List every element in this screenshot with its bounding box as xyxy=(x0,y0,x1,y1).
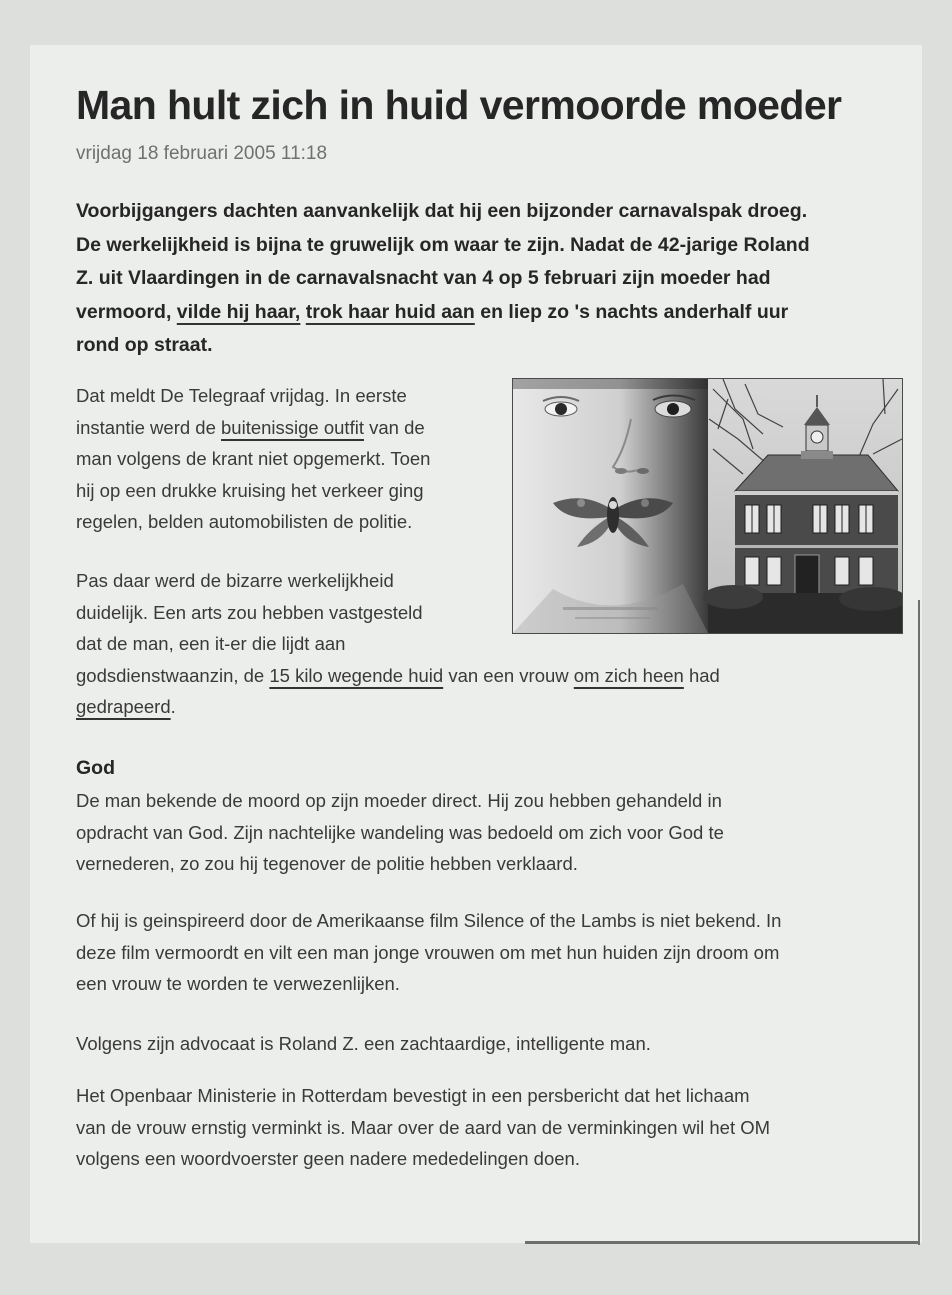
article-photo xyxy=(512,378,903,634)
paragraph-line: De man bekende de moord op zijn moeder direct. Hij zou hebben gehandeld in xyxy=(76,790,722,811)
paragraph-line xyxy=(76,660,720,692)
paragraph-silence-of-the-lambs xyxy=(76,905,781,1000)
underlined-phrase: trok haar huid aan xyxy=(305,300,475,323)
paragraph-line: hij op een drukke kruising het verkeer ging xyxy=(76,479,424,501)
intro-text: vermoord, xyxy=(76,300,177,323)
intro-line: Z. uit Vlaardingen in de carnavalsnacht van 4 op 5 februari zijn moeder had xyxy=(76,267,771,289)
paragraph-line: Dat meldt De Telegraaf vrijdag. In eerste xyxy=(76,385,407,406)
sheet-shadow-bottom xyxy=(525,1241,918,1244)
intro-line: De werkelijkheid is bijna te gruwelijk om waar te zijn. Nadat de 42-jarige Roland xyxy=(76,233,810,256)
underlined-phrase: vilde hij haar, xyxy=(176,300,301,323)
paragraph-openbaar-ministerie xyxy=(76,1080,770,1175)
paragraph-text: had xyxy=(683,664,720,686)
underlined-phrase: om zich heen xyxy=(573,664,684,686)
paragraph-line: duidelijk. Een arts zou hebben vastgesteld xyxy=(76,601,423,623)
paragraph-text: instantie werd de xyxy=(76,416,222,438)
paragraph-text: van een vrouw xyxy=(443,664,574,686)
paragraph-line: volgens een woordvoerster geen nadere mededelingen doen. xyxy=(76,1148,580,1169)
underlined-phrase: buitenissige outfit xyxy=(221,416,364,438)
underlined-phrase: 15 kilo wegende huid xyxy=(269,664,444,686)
paragraph-text: van de xyxy=(363,416,425,438)
article-photo-graphic xyxy=(513,379,902,633)
paragraph-line xyxy=(76,412,430,444)
paragraph-line: van de vrouw ernstig verminkt is. Maar over de aard van de verminkingen wil het OM xyxy=(76,1116,771,1138)
paragraph-text: . xyxy=(170,696,176,717)
paragraph-line: een vrouw te worden te verwezenlijken. xyxy=(76,973,400,994)
underlined-phrase: gedrapeerd xyxy=(76,696,171,717)
paragraph-line: opdracht van God. Zijn nachtelijke wandeling was bedoeld om zich voor God te xyxy=(76,821,724,843)
paragraph-line: Of hij is geinspireerd door de Amerikaanse film Silence of the Lambs is niet bekend. In xyxy=(76,910,782,931)
article-dateline: vrijdag 18 februari 2005 11:18 xyxy=(76,143,328,164)
intro-line: rond op straat. xyxy=(76,334,213,356)
sheet-shadow-right xyxy=(918,600,920,1245)
article-headline: Man hult zich in huid vermoorde moeder xyxy=(76,82,842,128)
paragraph-line: regelen, belden automobilisten de politie. xyxy=(76,511,413,532)
intro-line xyxy=(76,296,926,330)
paragraph-line: deze film vermoordt en vilt een man jonge vrouwen om met hun huiden zijn droom om xyxy=(76,941,780,963)
paragraph-line: vernederen, zo zou hij tegenover de politie hebben verklaard. xyxy=(76,853,578,874)
section-subheading: God xyxy=(76,757,115,779)
paragraph-line: man volgens de krant niet opgemerkt. Toen xyxy=(76,448,431,469)
face-poster-panel xyxy=(513,379,708,633)
paragraph-text: godsdienstwaanzin, de xyxy=(76,664,270,686)
town-hall-panel xyxy=(703,379,902,633)
paragraph-lawyer xyxy=(76,1028,651,1060)
paragraph-telegraaf xyxy=(76,380,430,538)
paragraph-line: Volgens zijn advocaat is Roland Z. een zachtaardige, intelligente man. xyxy=(76,1033,651,1054)
paragraph-line: Het Openbaar Ministerie in Rotterdam bevestigt in een persbericht dat het lichaam xyxy=(76,1085,750,1106)
paragraph-line: dat de man, een it-er die lijdt aan xyxy=(76,633,346,654)
paragraph-line xyxy=(76,691,720,723)
paragraph-confession xyxy=(76,785,724,880)
article-intro xyxy=(76,195,926,363)
intro-text: en liep zo 's nachts anderhalf uur xyxy=(474,300,789,323)
paragraph-line: Pas daar werd de bizarre werkelijkheid xyxy=(76,570,394,591)
intro-line: Voorbijgangers dachten aanvankelijk dat hij een bijzonder carnavalspak droeg. xyxy=(76,200,808,222)
